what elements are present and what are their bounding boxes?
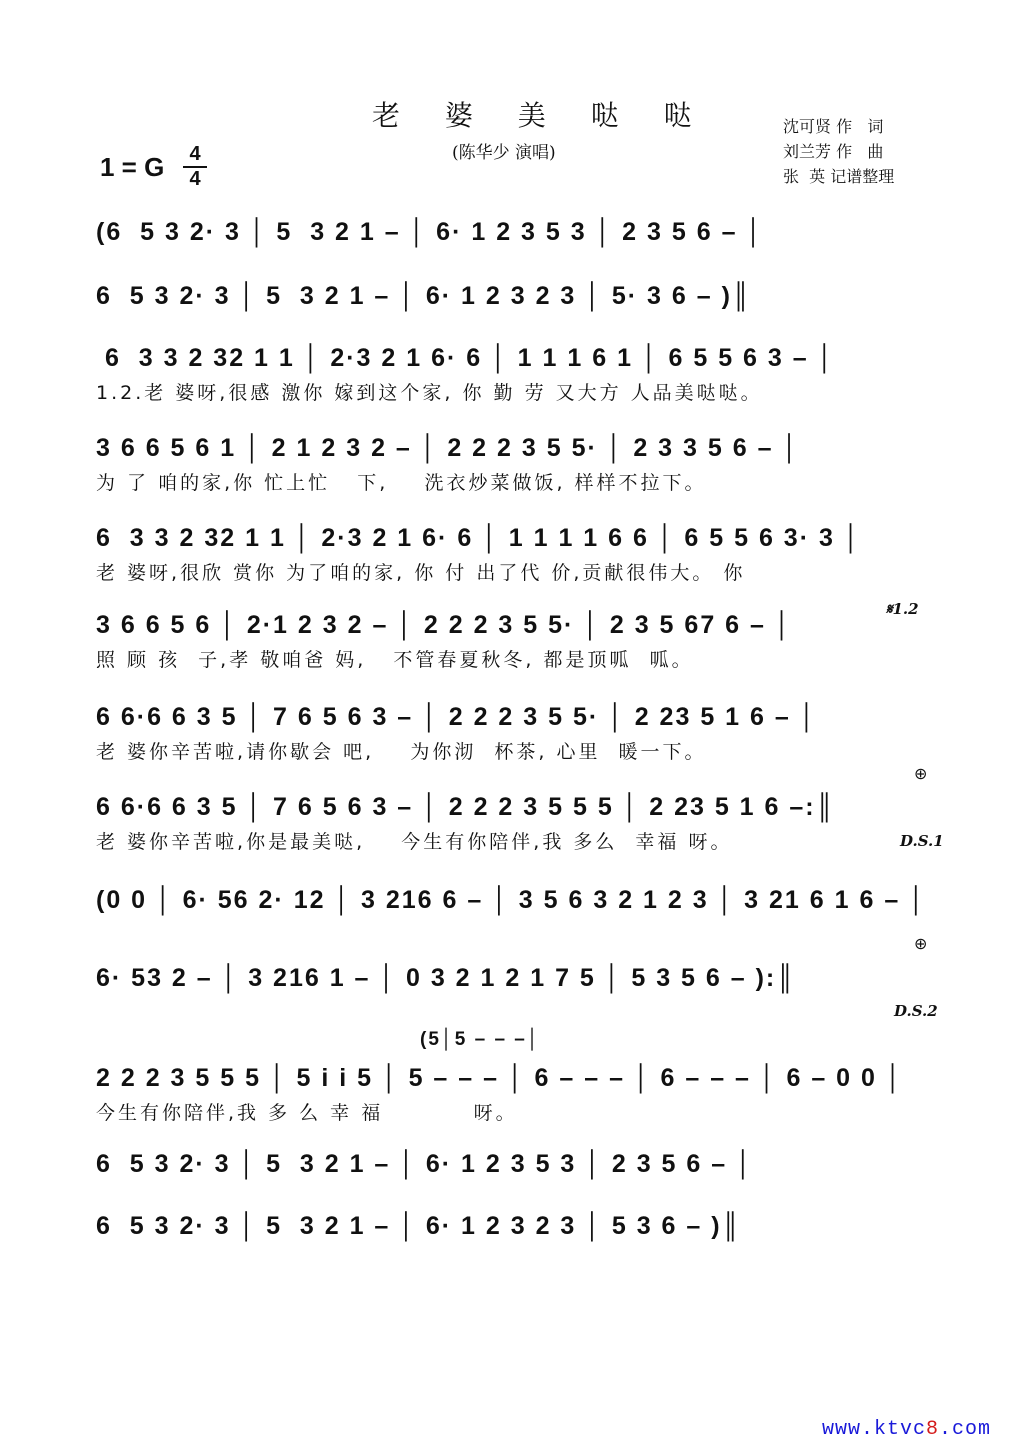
- time-signature-bottom: 4: [189, 168, 201, 190]
- key-signature: 1 = G: [100, 152, 165, 182]
- lyrics-line: 老 婆你辛苦啦,请你歇会 吧, 为你沏 杯茶, 心里 暖一下。: [96, 741, 707, 763]
- site-watermark: [822, 1418, 991, 1441]
- notation-line: 6 5 3 2· 3 │ 5 3 2 1 – │ 6· 1 2 3 2 3 │ 5· 3 6 – )║: [96, 282, 752, 310]
- coda-icon: ⊕: [914, 934, 928, 953]
- notation-line: 6 6·6 6 3 5 │ 7 6 5 6 3 – │ 2 2 2 3 5 5· │ 2 23 5 1 6 – │: [96, 703, 818, 731]
- author-credits: [783, 114, 894, 189]
- ds2-mark: D.S.2: [894, 1002, 938, 1020]
- watermark-part-2: 8: [926, 1418, 940, 1441]
- notation-line: 6 3 3 2 32 1 1 │ 2·3 2 1 6· 6 │ 1 1 1 1 6 6 │ 6 5 5 6 3· 3 │: [96, 524, 862, 552]
- coda-icon: ⊕: [914, 764, 928, 783]
- lyrics-line: 今生有你陪伴,我 多 么 幸 福 呀。: [96, 1102, 518, 1124]
- score-row-6: [96, 605, 936, 675]
- score-row-5: [96, 518, 936, 588]
- song-title: 老 婆 美 哒 哒: [372, 99, 710, 132]
- time-signature-top: 4: [189, 143, 201, 165]
- lyrics-line: 1.2.老 婆呀,很感 激你 嫁到这个家, 你 勤 劳 又大方 人品美哒哒。: [96, 382, 763, 404]
- notation-line: 6 6·6 6 3 5 │ 7 6 5 6 3 – │ 2 2 2 3 5 5 5 │ 2 23 5 1 6 –:║: [96, 793, 836, 821]
- notation-line: (6 5 3 2· 3 │ 5 3 2 1 – │ 6· 1 2 3 5 3 │ 2 3 5 6 – │: [96, 218, 765, 246]
- notation-line: (0 0 │ 6· 56 2· 12 │ 3 216 6 – │ 3 5 6 3 2 1 2 3 │ 3 21 6 1 6 – │: [96, 886, 927, 914]
- score-row-3: [96, 338, 936, 408]
- notation-line: 6 5 3 2· 3 │ 5 3 2 1 – │ 6· 1 2 3 2 3 │ 5 3 6 – )║: [96, 1212, 742, 1240]
- lyricist-credit: 沈可贤 作 词: [783, 117, 884, 136]
- score-row-11: [96, 1058, 936, 1128]
- lyrics-line: 老 婆呀,很欣 赏你 为了咱的家, 你 付 出了代 价,贡献很伟大。 你: [96, 562, 746, 584]
- score-row-2: [96, 276, 936, 316]
- transcriber-credit: 张 英 记谱整理: [783, 167, 895, 186]
- notation-line: 2 2 2 3 5 5 5 │ 5 i i 5 │ 5 – – – │ 6 – – – │ 6 – – – │ 6 – 0 0 │: [96, 1064, 904, 1092]
- score-row-7: [96, 697, 936, 767]
- score-row-9: [96, 880, 936, 920]
- time-signature: [183, 144, 207, 190]
- score-row-10: [96, 958, 936, 998]
- composer-credit: 刘兰芳 作 曲: [783, 142, 884, 161]
- notation-line: 6· 53 2 – │ 3 216 1 – │ 0 3 2 1 2 1 7 5 │ 5 3 5 6 – ):║: [96, 964, 796, 992]
- score-row-13: [96, 1206, 936, 1246]
- notation-line: 3 6 6 5 6 1 │ 2 1 2 3 2 – │ 2 2 2 3 5 5· │ 2 3 3 5 6 – │: [96, 434, 801, 462]
- score-row-12: [96, 1144, 936, 1184]
- watermark-part-1: www.ktvc: [822, 1418, 927, 1441]
- score-row-1: [96, 212, 936, 252]
- lyrics-line: 老 婆你辛苦啦,你是最美哒, 今生有你陪伴,我 多么 幸福 呀。: [96, 831, 733, 853]
- score-row-4: [96, 428, 936, 498]
- alternate-phrase-notes: (5│5 – – –│: [420, 1029, 541, 1050]
- ds1-mark: D.S.1: [900, 832, 944, 850]
- watermark-part-3: .com: [939, 1418, 992, 1441]
- notation-line: 3 6 6 5 6 │ 2·1 2 3 2 – │ 2 2 2 3 5 5· │ 2 3 5 67 6 – │: [96, 611, 793, 639]
- lyrics-line: 为 了 咱的家,你 忙上忙 下, 洗衣炒菜做饭, 样样不拉下。: [96, 472, 707, 494]
- notation-line: 6 3 3 2 32 1 1 │ 2·3 2 1 6· 6 │ 1 1 1 6 1 │ 6 5 5 6 3 – │: [96, 344, 836, 372]
- score-row-8: [96, 787, 936, 857]
- notation-line: 6 5 3 2· 3 │ 5 3 2 1 – │ 6· 1 2 3 5 3 │ 2 3 5 6 – │: [96, 1150, 754, 1178]
- alternate-phrase: [420, 1020, 620, 1060]
- segno-mark: 𝄋1.2: [886, 600, 919, 618]
- lyrics-line: 照 顾 孩 子,孝 敬咱爸 妈, 不管春夏秋冬, 都是顶呱 呱。: [96, 649, 694, 671]
- singer-credit: (陈华少 演唱): [452, 143, 556, 163]
